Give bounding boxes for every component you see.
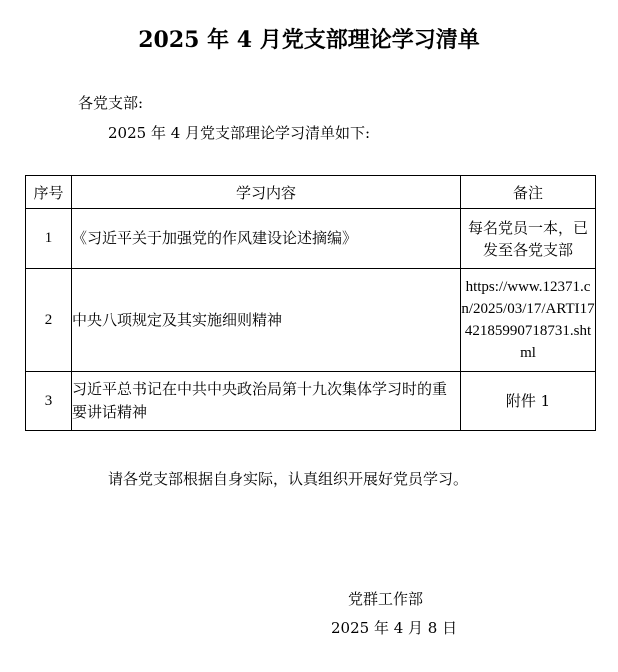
row-number: 2 — [26, 269, 72, 372]
row-content: 习近平总书记在中共中央政治局第十九次集体学习时的重要讲话精神 — [72, 372, 461, 431]
row-note: 每名党员一本，已发至各党支部 — [461, 209, 596, 269]
header-number: 序号 — [26, 176, 72, 209]
table-row — [26, 269, 596, 372]
document-date: 2025 年 4 月 8 日 — [331, 619, 458, 637]
row-number: 3 — [26, 372, 72, 431]
row-note-link[interactable]: https://www.12371.cn/2025/03/17/ARTI1742185990718731.shtml — [461, 269, 596, 372]
signer: 党群工作部 — [348, 590, 424, 608]
closing-paragraph: 请各党支部根据自身实际，认真组织开展好党员学习。 — [108, 470, 469, 488]
table-row — [26, 372, 596, 431]
salutation: 各党支部: — [78, 94, 144, 112]
document-title: 2025 年 4 月党支部理论学习清单 — [138, 27, 480, 53]
row-number: 1 — [26, 209, 72, 269]
intro-paragraph: 2025 年 4 月党支部理论学习清单如下: — [108, 124, 371, 142]
study-list-table — [25, 175, 596, 431]
table-header-row — [26, 176, 596, 209]
table-row — [26, 209, 596, 269]
row-note: 附件 1 — [461, 372, 596, 431]
header-note: 备注 — [461, 176, 596, 209]
header-content: 学习内容 — [72, 176, 461, 209]
row-content: 中央八项规定及其实施细则精神 — [72, 269, 461, 372]
row-content: 《习近平关于加强党的作风建设论述摘编》 — [72, 209, 461, 269]
